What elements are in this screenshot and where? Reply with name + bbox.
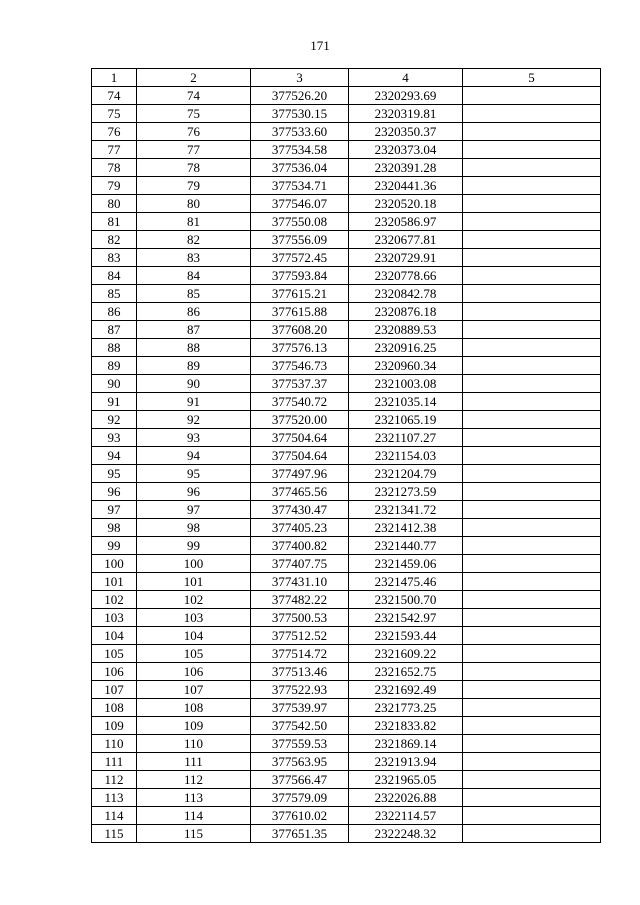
table-cell: 377522.93: [251, 681, 349, 699]
table-row: [92, 501, 601, 519]
table-cell: [463, 141, 601, 159]
table-cell: [463, 645, 601, 663]
table-cell: 106: [137, 663, 251, 681]
table-cell: 103: [137, 609, 251, 627]
table-cell: 377431.10: [251, 573, 349, 591]
table-cell: 377536.04: [251, 159, 349, 177]
table-cell: [463, 681, 601, 699]
table-cell: 75: [137, 105, 251, 123]
table-cell: 377513.46: [251, 663, 349, 681]
table-cell: 104: [92, 627, 137, 645]
table-cell: 97: [137, 501, 251, 519]
table-cell: 2321652.75: [349, 663, 463, 681]
table-cell: 2321475.46: [349, 573, 463, 591]
table-cell: 2320876.18: [349, 303, 463, 321]
table-cell: 2321609.22: [349, 645, 463, 663]
table-cell: 2322114.57: [349, 807, 463, 825]
table-cell: 100: [137, 555, 251, 573]
table-cell: 2320889.53: [349, 321, 463, 339]
table-cell: 108: [137, 699, 251, 717]
table-cell: 377608.20: [251, 321, 349, 339]
column-header: 2: [137, 69, 251, 87]
table-cell: 103: [92, 609, 137, 627]
table-row: [92, 447, 601, 465]
table-row: [92, 87, 601, 105]
table-cell: 82: [92, 231, 137, 249]
table-cell: 2320391.28: [349, 159, 463, 177]
table-cell: 114: [92, 807, 137, 825]
table-cell: 114: [137, 807, 251, 825]
table-cell: 377559.53: [251, 735, 349, 753]
table-cell: 377542.50: [251, 717, 349, 735]
table-row: [92, 411, 601, 429]
table-cell: 2320441.36: [349, 177, 463, 195]
table-cell: 115: [137, 825, 251, 843]
table-cell: 2321833.82: [349, 717, 463, 735]
table-cell: 87: [137, 321, 251, 339]
table-cell: 92: [137, 411, 251, 429]
table-row: [92, 177, 601, 195]
table-cell: [463, 267, 601, 285]
table-cell: [463, 159, 601, 177]
table-cell: 110: [137, 735, 251, 753]
table-row: [92, 591, 601, 609]
table-cell: 377482.22: [251, 591, 349, 609]
table-cell: [463, 411, 601, 429]
table-cell: 2320373.04: [349, 141, 463, 159]
table-cell: [463, 663, 601, 681]
table-cell: 94: [92, 447, 137, 465]
table-row: [92, 429, 601, 447]
table-cell: 81: [92, 213, 137, 231]
column-header: 5: [463, 69, 601, 87]
table-row: [92, 537, 601, 555]
table-cell: 93: [137, 429, 251, 447]
table-cell: 86: [137, 303, 251, 321]
table-row: [92, 663, 601, 681]
table-cell: 98: [92, 519, 137, 537]
table-cell: 78: [92, 159, 137, 177]
table-cell: 2321107.27: [349, 429, 463, 447]
table-cell: 96: [92, 483, 137, 501]
table-cell: 377534.71: [251, 177, 349, 195]
table-row: [92, 519, 601, 537]
table-cell: 377540.72: [251, 393, 349, 411]
table-cell: [463, 537, 601, 555]
table-cell: 2321913.94: [349, 753, 463, 771]
table-cell: 2320586.97: [349, 213, 463, 231]
table-row: [92, 483, 601, 501]
table-cell: 107: [137, 681, 251, 699]
table-cell: 91: [137, 393, 251, 411]
table-row: [92, 393, 601, 411]
table-cell: [463, 501, 601, 519]
table-cell: 2320350.37: [349, 123, 463, 141]
table-row: [92, 357, 601, 375]
table-cell: 2321204.79: [349, 465, 463, 483]
table-cell: 377530.15: [251, 105, 349, 123]
table-cell: [463, 717, 601, 735]
table-cell: [463, 87, 601, 105]
table-cell: [463, 447, 601, 465]
table-cell: 101: [137, 573, 251, 591]
table-cell: 2321773.25: [349, 699, 463, 717]
table-cell: 377651.35: [251, 825, 349, 843]
table-row: [92, 123, 601, 141]
table-cell: 86: [92, 303, 137, 321]
table-row: [92, 699, 601, 717]
table-cell: 2321065.19: [349, 411, 463, 429]
table-cell: 377550.08: [251, 213, 349, 231]
table-cell: 98: [137, 519, 251, 537]
table-cell: 82: [137, 231, 251, 249]
column-header: 4: [349, 69, 463, 87]
table-cell: 113: [137, 789, 251, 807]
table-cell: 377430.47: [251, 501, 349, 519]
table-row: [92, 267, 601, 285]
table-cell: 108: [92, 699, 137, 717]
table-row: [92, 303, 601, 321]
table-cell: [463, 735, 601, 753]
table-cell: 2321692.49: [349, 681, 463, 699]
table-row: [92, 825, 601, 843]
table-cell: 377593.84: [251, 267, 349, 285]
table-cell: 377405.23: [251, 519, 349, 537]
table-cell: 2320677.81: [349, 231, 463, 249]
column-header: 3: [251, 69, 349, 87]
table-cell: 377504.64: [251, 447, 349, 465]
table-cell: 377579.09: [251, 789, 349, 807]
table-cell: 105: [92, 645, 137, 663]
table-body: [92, 87, 601, 843]
table-cell: 75: [92, 105, 137, 123]
table-cell: 2321459.06: [349, 555, 463, 573]
table-cell: 105: [137, 645, 251, 663]
table-cell: 84: [92, 267, 137, 285]
table-cell: 2321593.44: [349, 627, 463, 645]
table-cell: 2320293.69: [349, 87, 463, 105]
table-row: [92, 753, 601, 771]
table-cell: [463, 753, 601, 771]
table-cell: 106: [92, 663, 137, 681]
table-cell: [463, 555, 601, 573]
table-row: [92, 789, 601, 807]
table-cell: 92: [92, 411, 137, 429]
coordinates-table: [91, 68, 601, 843]
table-cell: 102: [92, 591, 137, 609]
table-row: [92, 627, 601, 645]
table-cell: 377526.20: [251, 87, 349, 105]
table-cell: [463, 249, 601, 267]
table-cell: 2320916.25: [349, 339, 463, 357]
table-cell: 377576.13: [251, 339, 349, 357]
table-cell: [463, 375, 601, 393]
table-row: [92, 717, 601, 735]
table-cell: 2321440.77: [349, 537, 463, 555]
table-cell: [463, 825, 601, 843]
table-cell: 90: [92, 375, 137, 393]
table-cell: 377615.21: [251, 285, 349, 303]
table-cell: 89: [137, 357, 251, 375]
table-cell: 377465.56: [251, 483, 349, 501]
table-cell: [463, 699, 601, 717]
table-cell: 104: [137, 627, 251, 645]
table-row: [92, 807, 601, 825]
table-cell: 2321869.14: [349, 735, 463, 753]
table-row: [92, 159, 601, 177]
table-cell: 80: [137, 195, 251, 213]
table-cell: 99: [137, 537, 251, 555]
table-cell: 94: [137, 447, 251, 465]
table-cell: 74: [137, 87, 251, 105]
table-cell: [463, 483, 601, 501]
table-cell: 377520.00: [251, 411, 349, 429]
table-row: [92, 249, 601, 267]
table-row: [92, 231, 601, 249]
table-cell: 110: [92, 735, 137, 753]
table-cell: 79: [92, 177, 137, 195]
table-cell: [463, 285, 601, 303]
table-cell: 101: [92, 573, 137, 591]
table-row: [92, 285, 601, 303]
table-row: [92, 555, 601, 573]
table-row: [92, 465, 601, 483]
table-cell: 2321035.14: [349, 393, 463, 411]
table-row: [92, 645, 601, 663]
table-cell: [463, 393, 601, 411]
table-row: [92, 609, 601, 627]
table-cell: [463, 609, 601, 627]
table-row: [92, 321, 601, 339]
table-cell: 2322248.32: [349, 825, 463, 843]
table-cell: 377497.96: [251, 465, 349, 483]
table-row: [92, 771, 601, 789]
table-cell: [463, 591, 601, 609]
table-cell: 84: [137, 267, 251, 285]
table-cell: 115: [92, 825, 137, 843]
table-row: [92, 195, 601, 213]
table-row: [92, 735, 601, 753]
table-cell: 78: [137, 159, 251, 177]
table-cell: 76: [137, 123, 251, 141]
table-cell: 377534.58: [251, 141, 349, 159]
table-cell: 2320778.66: [349, 267, 463, 285]
page-number: 171: [310, 38, 330, 53]
table-cell: 111: [92, 753, 137, 771]
table-cell: [463, 213, 601, 231]
table-cell: 377539.97: [251, 699, 349, 717]
table-cell: 377400.82: [251, 537, 349, 555]
table-cell: 112: [92, 771, 137, 789]
table-cell: 76: [92, 123, 137, 141]
table-cell: 88: [92, 339, 137, 357]
table-cell: [463, 357, 601, 375]
table-cell: 2321542.97: [349, 609, 463, 627]
table-row: [92, 105, 601, 123]
table-cell: [463, 123, 601, 141]
table-cell: 2322026.88: [349, 789, 463, 807]
table-cell: 377546.73: [251, 357, 349, 375]
table-cell: 112: [137, 771, 251, 789]
table-cell: [463, 789, 601, 807]
table-cell: 90: [137, 375, 251, 393]
table-cell: 109: [92, 717, 137, 735]
table-cell: 377512.52: [251, 627, 349, 645]
table-cell: 77: [92, 141, 137, 159]
table-cell: 2320729.91: [349, 249, 463, 267]
table-cell: 80: [92, 195, 137, 213]
table-cell: 2321965.05: [349, 771, 463, 789]
table-cell: 83: [92, 249, 137, 267]
table-cell: 377407.75: [251, 555, 349, 573]
table-cell: [463, 231, 601, 249]
table-cell: 79: [137, 177, 251, 195]
table-cell: 2321003.08: [349, 375, 463, 393]
table-cell: [463, 339, 601, 357]
table-cell: 2321500.70: [349, 591, 463, 609]
table-cell: [463, 429, 601, 447]
table-cell: 2321341.72: [349, 501, 463, 519]
table-cell: 95: [137, 465, 251, 483]
table-cell: [463, 807, 601, 825]
table-cell: 377537.37: [251, 375, 349, 393]
table-cell: 107: [92, 681, 137, 699]
table-cell: 91: [92, 393, 137, 411]
table-cell: [463, 771, 601, 789]
table-cell: 96: [137, 483, 251, 501]
table-cell: [463, 465, 601, 483]
table-cell: 2321412.38: [349, 519, 463, 537]
table-row: [92, 141, 601, 159]
table-cell: 74: [92, 87, 137, 105]
table-row: [92, 339, 601, 357]
table-cell: 377514.72: [251, 645, 349, 663]
table-cell: 81: [137, 213, 251, 231]
table-cell: 2321273.59: [349, 483, 463, 501]
table-cell: 2320842.78: [349, 285, 463, 303]
table-cell: 85: [92, 285, 137, 303]
table-cell: [463, 321, 601, 339]
table-cell: 102: [137, 591, 251, 609]
table-cell: 377500.53: [251, 609, 349, 627]
table-cell: 2320960.34: [349, 357, 463, 375]
table-cell: [463, 105, 601, 123]
table-cell: 2320520.18: [349, 195, 463, 213]
table-header-row: [92, 69, 601, 87]
table-row: [92, 681, 601, 699]
table-cell: [463, 303, 601, 321]
table-cell: 83: [137, 249, 251, 267]
table-cell: [463, 627, 601, 645]
table-cell: [463, 177, 601, 195]
table-cell: 377566.47: [251, 771, 349, 789]
table-cell: 2321154.03: [349, 447, 463, 465]
table-cell: 88: [137, 339, 251, 357]
table-cell: 377610.02: [251, 807, 349, 825]
table-cell: 97: [92, 501, 137, 519]
table-cell: 377533.60: [251, 123, 349, 141]
table-cell: 377615.88: [251, 303, 349, 321]
table-cell: 377546.07: [251, 195, 349, 213]
table-cell: 89: [92, 357, 137, 375]
table-cell: 377556.09: [251, 231, 349, 249]
table-cell: 77: [137, 141, 251, 159]
table-cell: 377572.45: [251, 249, 349, 267]
table-cell: 113: [92, 789, 137, 807]
table-cell: 100: [92, 555, 137, 573]
table-cell: 93: [92, 429, 137, 447]
table-cell: 377504.64: [251, 429, 349, 447]
table-cell: [463, 573, 601, 591]
table-cell: 85: [137, 285, 251, 303]
table-row: [92, 213, 601, 231]
table-row: [92, 573, 601, 591]
table-cell: 377563.95: [251, 753, 349, 771]
table-cell: 95: [92, 465, 137, 483]
table-cell: 99: [92, 537, 137, 555]
table-cell: 109: [137, 717, 251, 735]
table-cell: 111: [137, 753, 251, 771]
column-header: 1: [92, 69, 137, 87]
table-cell: [463, 195, 601, 213]
table-cell: [463, 519, 601, 537]
table-row: [92, 375, 601, 393]
table-cell: 87: [92, 321, 137, 339]
table-cell: 2320319.81: [349, 105, 463, 123]
